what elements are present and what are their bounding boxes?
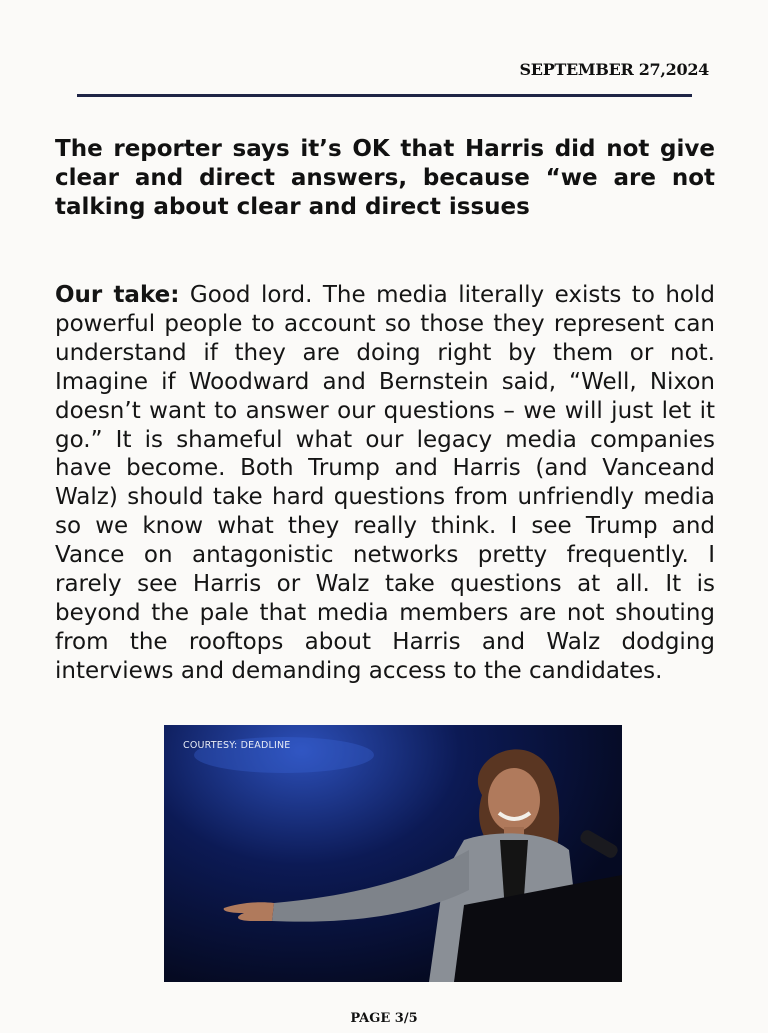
publication-date: SEPTEMBER 27,2024 <box>519 60 709 79</box>
article-headline: The reporter says it’s OK that Harris did not give clear and direct answers, because “we are not talking about clear and direct issues <box>55 136 715 220</box>
page-number: PAGE 3/5 <box>350 1011 418 1026</box>
speaker-illustration <box>164 725 622 982</box>
header-divider <box>77 94 692 97</box>
article-body <box>55 281 715 686</box>
article-photo <box>164 725 622 982</box>
article-text: Good lord. The media literally exists to hold powerful people to account so those they represent can understand if they are doing right by them or not. Imagine if Woodward and Bernstein said, “Well, Nixon doesn’t want to answer our questions – we will just let it go.” It is shameful what our legacy media companies have become. Both Trump and Harris (and Vanceand Walz) should take hard questions from unfriendly media so we know what they really think. I see Trump and Vance on antagonistic networks pretty frequently. I rarely see Harris or Walz take questions at all. It is beyond the pale that media members are not shouting from the rooftops about Harris and Walz dodging interviews and demanding access to the candidates. <box>55 282 715 684</box>
photo-caption: COURTESY: DEADLINE <box>183 740 291 751</box>
article-lead-label: Our take: <box>55 282 180 308</box>
